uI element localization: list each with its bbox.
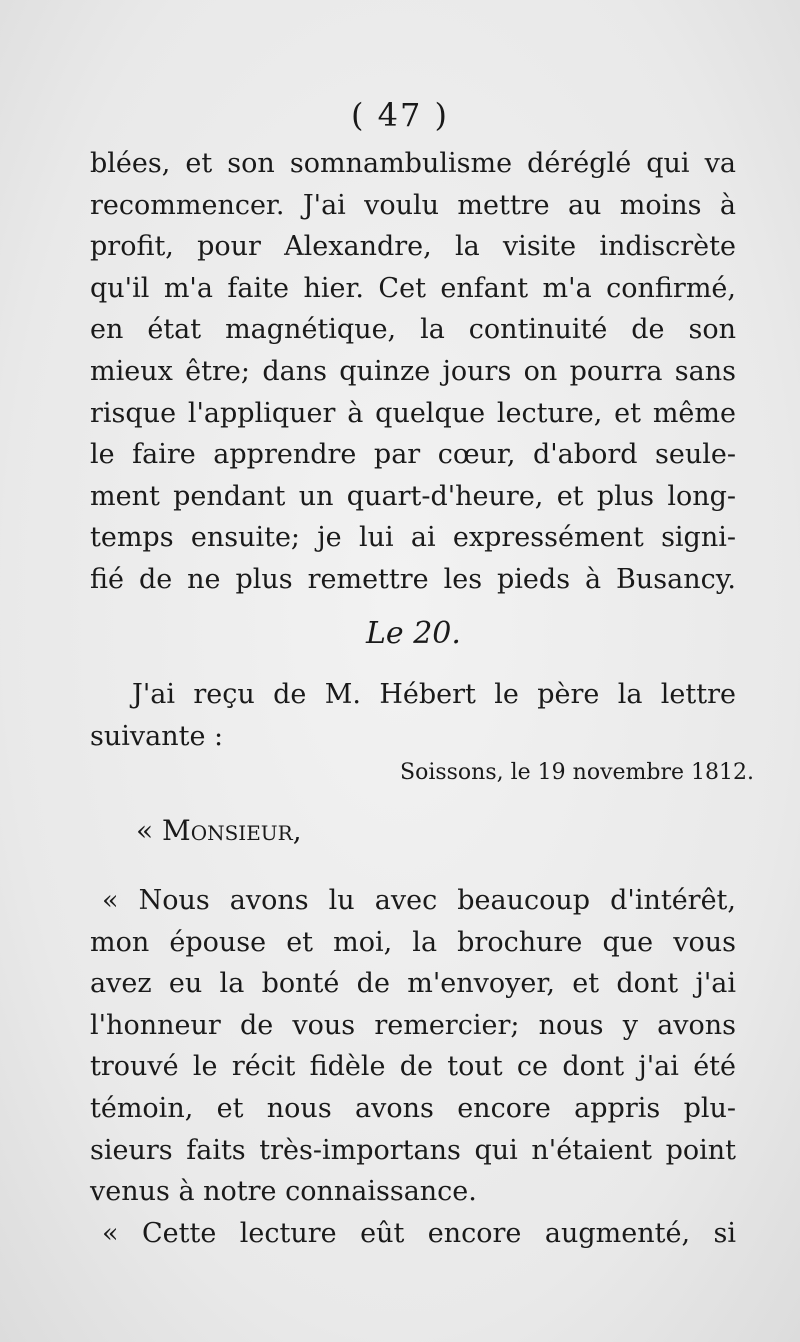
letter-salutation: « Monsieur, [136,814,302,847]
text-line: témoin, et nous avons encore appris plu- [90,1092,736,1124]
date-heading: Le 20. [366,616,461,651]
paragraph-1 [90,143,736,601]
text-line: recommencer. J'ai voulu mettre au moins à [90,189,736,221]
paragraph-2 [90,674,736,757]
text-line: « Cette lecture eût encore augmenté, si [102,1217,736,1249]
text-line: le faire apprendre par cœur, d'abord seule- [90,439,736,471]
letter-body [90,880,736,1254]
text-line: venus à notre connaissance. [90,1176,477,1208]
text-line: l'honneur de vous remercier; nous y avons [90,1009,736,1041]
letter-dateline: Soissons, le 19 novembre 1812. [400,760,754,785]
text-line: risque l'appliquer à quelque lecture, et même [90,397,736,429]
text-line: blées, et son somnambulisme déréglé qui va [90,148,736,179]
text-line: sieurs faits très-importans qui n'étaient point [90,1134,736,1166]
text-line: mon épouse et moi, la brochure que vous [90,926,736,958]
text-line: temps ensuite; je lui ai expressément signi- [90,522,736,554]
text-line: fié de ne plus remettre les pieds à Busancy. [90,563,736,595]
page-number: ( 47 ) [350,96,450,134]
text-line: « Nous avons lu avec beaucoup d'intérêt, [102,885,736,916]
text-line: avez eu la bonté de m'envoyer, et dont j'ai [90,968,736,1000]
text-line: trouvé le récit fidèle de tout ce dont j'ai été [90,1051,736,1083]
text-line: J'ai reçu de M. Hébert le père la lettre [132,679,736,710]
text-line: suivante : [90,720,224,752]
text-line: en état magnétique, la continuité de son [90,314,736,346]
text-line: profit, pour Alexandre, la visite indiscrète [90,231,736,263]
text-line: mieux être; dans quinze jours on pourra sans [90,355,736,387]
text-line: qu'il m'a faite hier. Cet enfant m'a confirmé, [90,272,736,304]
text-line: ment pendant un quart-d'heure, et plus long- [90,480,736,512]
